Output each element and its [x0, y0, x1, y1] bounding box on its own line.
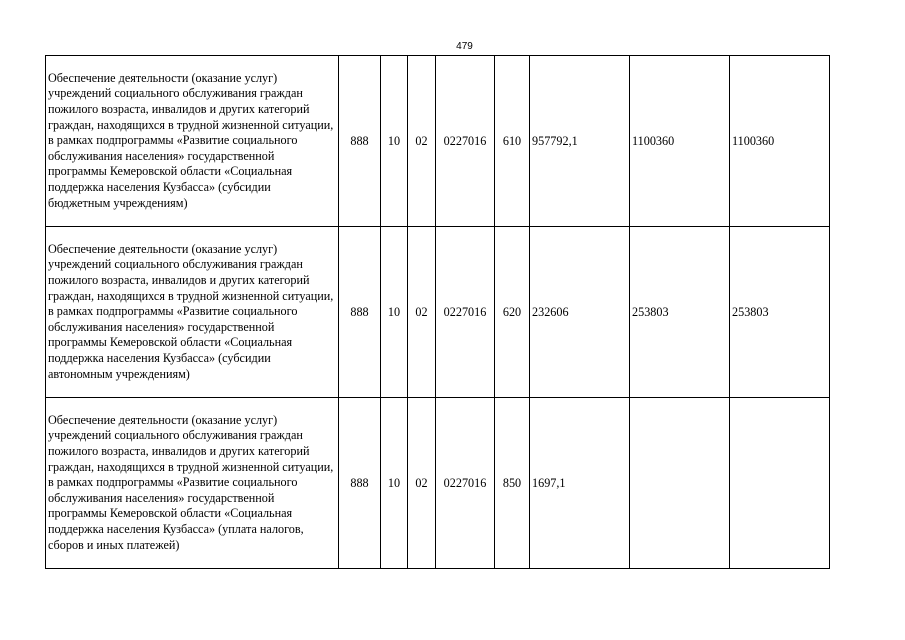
subsection-code: 02 [408, 227, 436, 398]
amount-year-1: 1697,1 [530, 398, 630, 569]
section-code: 10 [381, 56, 408, 227]
amount-year-3 [730, 398, 830, 569]
expense-type-code: 610 [495, 56, 530, 227]
page-number: 479 [456, 41, 473, 52]
table-row [46, 56, 830, 227]
ministry-code: 888 [339, 227, 381, 398]
amount-year-1: 232606 [530, 227, 630, 398]
row-description: Обеспечение деятельности (оказание услуг) учреждений социального обслуживания граждан пожилого возраста, инвалидов и других категорий граждан, находящихся в трудной жизненной ситуации, в рамках подпрограммы «Развитие социального обслуживания населения» государственной программы Кемеровской области «Социальная поддержка населения Кузбасса» (субсидии автономным учреждениям) [46, 227, 339, 398]
table-row [46, 227, 830, 398]
amount-year-3: 1100360 [730, 56, 830, 227]
expense-type-code: 850 [495, 398, 530, 569]
expense-type-code: 620 [495, 227, 530, 398]
amount-year-1: 957792,1 [530, 56, 630, 227]
amount-year-2: 253803 [630, 227, 730, 398]
row-description: Обеспечение деятельности (оказание услуг) учреждений социального обслуживания граждан пожилого возраста, инвалидов и других категорий граждан, находящихся в трудной жизненной ситуации, в рамках подпрограммы «Развитие социального обслуживания населения» государственной программы Кемеровской области «Социальная поддержка населения Кузбасса» (уплата налогов, сборов и иных платежей) [46, 398, 339, 569]
ministry-code: 888 [339, 56, 381, 227]
budget-table [45, 55, 830, 569]
section-code: 10 [381, 398, 408, 569]
subsection-code: 02 [408, 56, 436, 227]
amount-year-2 [630, 398, 730, 569]
amount-year-3: 253803 [730, 227, 830, 398]
ministry-code: 888 [339, 398, 381, 569]
target-article-code: 0227016 [436, 398, 495, 569]
row-description: Обеспечение деятельности (оказание услуг) учреждений социального обслуживания граждан пожилого возраста, инвалидов и других категорий граждан, находящихся в трудной жизненной ситуации, в рамках подпрограммы «Развитие социального обслуживания населения» государственной программы Кемеровской области «Социальная поддержка населения Кузбасса» (субсидии бюджетным учреждениям) [46, 56, 339, 227]
target-article-code: 0227016 [436, 56, 495, 227]
target-article-code: 0227016 [436, 227, 495, 398]
section-code: 10 [381, 227, 408, 398]
table-row [46, 398, 830, 569]
subsection-code: 02 [408, 398, 436, 569]
amount-year-2: 1100360 [630, 56, 730, 227]
